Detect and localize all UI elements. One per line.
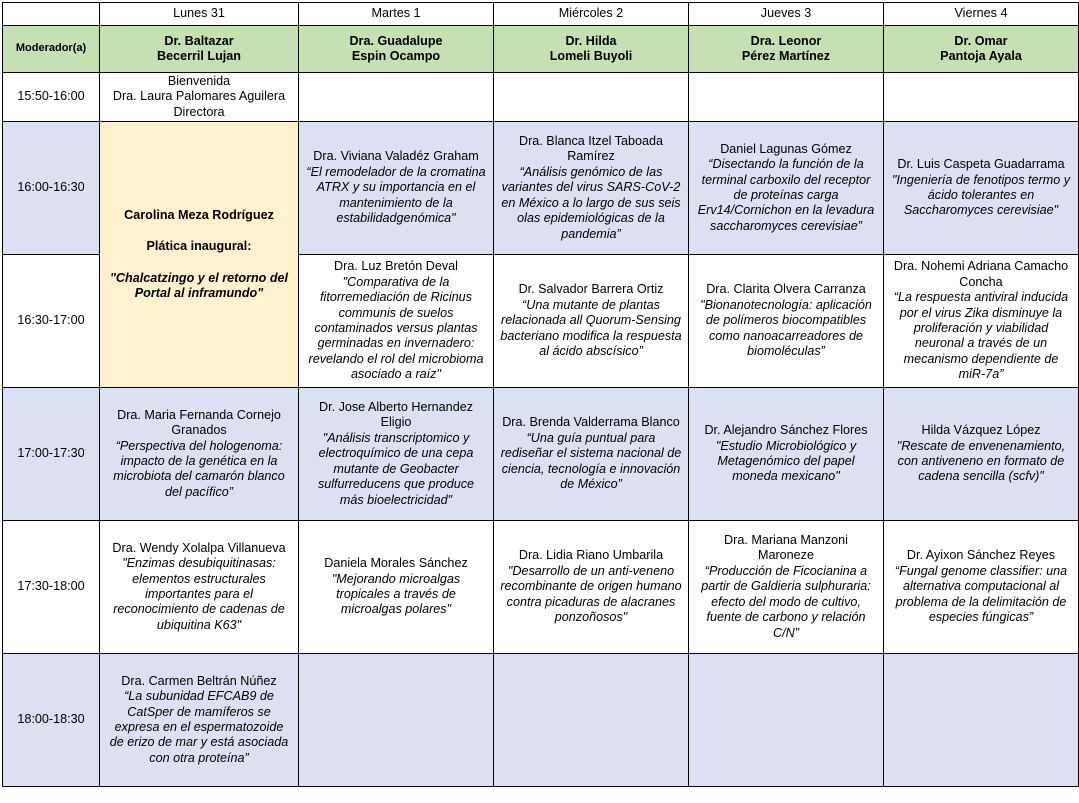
slot-row-1730	[3, 521, 1079, 654]
day-header-row	[3, 3, 1079, 26]
talk-title: “Una mutante de plantas relacionada all Quorum-Sensing bacteriano modifica la respuesta al ácido abscísico”	[500, 297, 682, 359]
moderator-title: Dr. Omar	[954, 33, 1008, 48]
talk-title: “Fungal genome classifier: una alternativa computacional al problema de la delimitación de especies fúngicas”	[894, 563, 1068, 625]
day-header-lunes: Lunes 31	[100, 3, 299, 26]
talk-cell	[494, 122, 689, 255]
time-cell: 16:30-17:00	[3, 255, 100, 388]
empty-cell	[494, 73, 689, 122]
talk-cell	[100, 388, 299, 521]
day-header-miercoles: Miércoles 2	[494, 3, 689, 26]
time-cell: 17:30-18:00	[3, 521, 100, 654]
talk-cell	[884, 122, 1079, 255]
moderator-surname: Becerril Lujan	[157, 49, 241, 63]
empty-cell	[884, 73, 1079, 122]
talk-cell	[689, 255, 884, 388]
talk-speaker: Dr. Luis Caspeta Guadarrama	[897, 157, 1065, 172]
talk-title: “La respuesta antiviral inducida por el virus Zika disminuye la proliferación y viabilidad neuronal a través de un mecanismo dependiente de miR-7a”	[893, 290, 1069, 382]
talk-title: “El remodelador de la cromatina ATRX y su importancia en el mantenimiento de la estabilidadgenómica"	[306, 164, 486, 226]
talk-speaker: Dra. Wendy Xolalpa Villanueva	[112, 540, 286, 555]
talk-speaker: Dra. Luz Bretón Deval	[334, 259, 458, 274]
time-cell: 16:00-16:30	[3, 122, 100, 255]
talk-cell	[494, 255, 689, 388]
talk-cell	[689, 521, 884, 654]
talk-title: "Desarrollo de un anti-veneno recombinante de origen humano contra picaduras de alacranes ponzoñosos"	[500, 563, 682, 625]
talk-speaker: Dra. Carmen Beltrán Núñez	[121, 673, 277, 688]
talk-title: "Bionanotecnología: aplicación de polímeros biocompatibles como nanoacarreadores de biomoléculas”	[700, 297, 872, 359]
welcome-label: Bienvenida	[167, 73, 231, 88]
day-header-viernes: Viernes 4	[884, 3, 1079, 26]
empty-cell	[299, 73, 494, 122]
talk-title: "Ingeniería de fenotipos termo y ácido tolerantes en Saccharomyces cerevisiae"	[891, 172, 1071, 218]
time-cell: 17:00-17:30	[3, 388, 100, 521]
inaugural-speaker: Carolina Meza Rodríguez	[124, 207, 274, 222]
inaugural-label: Plática inaugural:	[146, 239, 252, 254]
moderator-martes	[299, 26, 494, 73]
moderator-title: Dra. Leonor	[750, 33, 822, 48]
empty-cell	[689, 73, 884, 122]
talk-title: “Análisis genómico de las variantes del virus SARS-CoV-2 en México a lo largo de sus seis olas epidemiológicas de la pandemia”	[501, 164, 681, 241]
slot-row-1700	[3, 388, 1079, 521]
day-header-martes: Martes 1	[299, 3, 494, 26]
talk-title: "Comparativa de la fitorremediación de Ricinus communis de suelos contaminados versus plantas germinadas en invernadero: revelando el rol del microbioma asociado a raíz"	[308, 274, 484, 382]
talk-cell	[494, 521, 689, 654]
welcome-cell	[100, 73, 299, 122]
moderator-surname: Pantoja Ayala	[940, 49, 1022, 63]
talk-title: “Una guía puntual para rediseñar el sistema nacional de ciencia, tecnología e innovación de México”	[500, 430, 682, 492]
welcome-speaker: Dra. Laura Palomares Aguilera	[112, 89, 286, 104]
talk-speaker: Dra. Blanca Itzel Taboada Ramírez	[519, 134, 663, 164]
talk-cell	[299, 122, 494, 255]
empty-cell	[494, 654, 689, 787]
welcome-role: Directora	[173, 104, 225, 119]
talk-speaker: Dr. Salvador Barrera Ortiz	[518, 282, 664, 297]
corner-cell	[3, 3, 100, 26]
talk-speaker: Dra. Lidia Riano Umbarila	[518, 548, 664, 563]
moderator-surname: Lomeli Buyoli	[549, 49, 633, 63]
moderator-lunes	[100, 26, 299, 73]
empty-cell	[689, 654, 884, 787]
moderator-miercoles	[494, 26, 689, 73]
talk-speaker: Dr. Alejandro Sánchez Flores	[704, 423, 868, 438]
moderator-surname: Espin Ocampo	[351, 49, 441, 63]
talk-speaker: Daniel Lagunas Gómez	[720, 141, 852, 156]
talk-speaker: Dr. Jose Alberto Hernandez Eligio	[318, 400, 473, 430]
talk-cell	[100, 654, 299, 787]
talk-speaker: Dra. Clarita Olvera Carranza	[706, 282, 866, 297]
talk-title: "Rescate de envenenamiento, con antiveneno en formato de cadena sencilla (scfv)"	[896, 438, 1066, 484]
talk-speaker: Daniela Morales Sánchez	[324, 556, 468, 571]
talk-speaker: Dra. Nohemi Adriana Camacho Concha	[893, 259, 1069, 289]
talk-cell	[884, 521, 1079, 654]
moderator-title: Dr. Baltazar	[164, 33, 234, 48]
moderator-viernes	[884, 26, 1079, 73]
talk-speaker: Hilda Vázquez López	[921, 423, 1041, 438]
slot-row-1800	[3, 654, 1079, 787]
inaugural-title: "Chalcatzingo y el retorno del Portal al inframundo"	[109, 270, 289, 300]
talk-title: "Enzimas desubiquitinasas: elementos estructurales importantes para el reconocimiento de cadenas de ubiquitina K63"	[113, 556, 285, 632]
talk-speaker: Dra. Maria Fernanda Cornejo Granados	[117, 407, 281, 438]
talk-speaker: Dr. Ayixon Sánchez Reyes	[906, 548, 1056, 563]
talk-cell	[689, 388, 884, 521]
moderator-title: Dra. Guadalupe	[349, 33, 443, 48]
moderator-surname: Pérez Martínez	[741, 49, 831, 63]
slot-row-1600	[3, 122, 1079, 255]
talk-title: “Disectando la función de la terminal carboxilo del receptor de proteínas carga Erv14/Cornichon en la levadura saccharomyces cerevisiae”	[697, 157, 875, 233]
talk-cell	[299, 388, 494, 521]
talk-speaker: Dra. Mariana Manzoni Maroneze	[724, 533, 848, 563]
day-header-jueves: Jueves 3	[689, 3, 884, 26]
talk-title: "Estudio Microbiológico y Metagenómico del papel moneda mexicano"	[715, 438, 857, 484]
schedule-table	[2, 2, 1079, 787]
talk-cell	[299, 521, 494, 654]
moderator-row	[3, 26, 1079, 73]
talk-cell	[884, 388, 1079, 521]
talk-cell	[689, 122, 884, 255]
talk-title: "Análisis transcriptomico y electroquímico de una cepa mutante de Geobacter sulfurreducens que produce más bioelectricidad"	[317, 430, 475, 507]
moderator-label: Moderador(a)	[3, 26, 100, 73]
talk-title: “Perspectiva del hologenoma: impacto de la genética en la microbiota del camarón blanco del pacífico”	[113, 438, 285, 499]
time-cell: 15:50-16:00	[3, 73, 100, 122]
talk-speaker: Dra. Brenda Valderrama Blanco	[502, 415, 680, 430]
talk-title: “La subunidad EFCAB9 de CatSper de mamíferos se expresa en el espermatozoide de erizo de mar y está asociada con otra proteína”	[109, 689, 289, 765]
empty-cell	[884, 654, 1079, 787]
talk-cell	[494, 388, 689, 521]
moderator-jueves	[689, 26, 884, 73]
talk-cell	[299, 255, 494, 388]
talk-cell	[884, 255, 1079, 388]
talk-speaker: Dra. Viviana Valadéz Graham	[313, 149, 479, 164]
talk-title: "Mejorando microalgas tropicales a través de microalgas polares"	[331, 571, 461, 617]
moderator-title: Dr. Hilda	[565, 33, 617, 48]
time-cell: 18:00-18:30	[3, 654, 100, 787]
slot-row-1550	[3, 73, 1079, 122]
inaugural-talk-cell	[100, 122, 299, 388]
empty-cell	[299, 654, 494, 787]
talk-title: “Producción de Ficocianina a partir de Galdieria sulphuraria: efecto del modo de cultivo, fuente de carbono y relación C/N”	[701, 563, 871, 640]
talk-cell	[100, 521, 299, 654]
